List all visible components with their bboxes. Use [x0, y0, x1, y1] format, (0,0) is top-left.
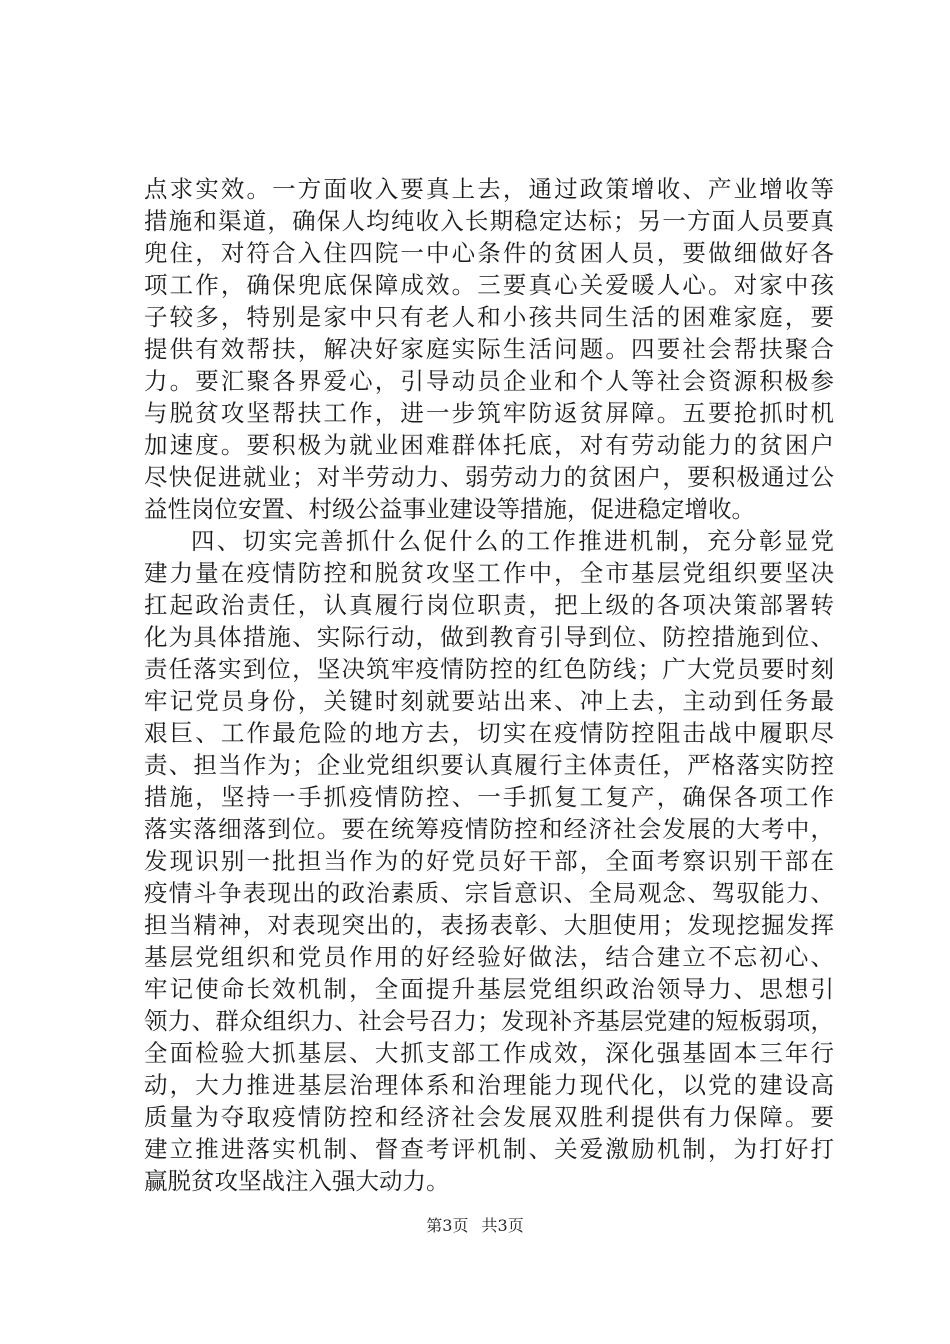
text-line: 牢记党员身份，关键时刻就要站出来、冲上去，主动到任务最	[144, 687, 834, 715]
text-line: 与脱贫攻坚帮扶工作，进一步筑牢防返贫屏障。五要抢抓时机	[144, 399, 834, 427]
text-line: 项工作，确保兜底保障成效。三要真心关爱暖人心。对家中孩	[144, 271, 834, 299]
text-line: 艰巨、工作最危险的地方去，切实在疫情防控阻击战中履职尽	[144, 719, 834, 747]
text-line: 建立推进落实机制、督查考评机制、关爱激励机制，为打好打	[144, 1135, 834, 1163]
text-line: 点求实效。一方面收入要真上去，通过政策增收、产业增收等	[144, 175, 834, 203]
text-line: 提供有效帮扶，解决好家庭实际生活问题。四要社会帮扶聚合	[144, 335, 834, 363]
paragraph	[144, 525, 834, 1197]
text-line: 子较多，特别是家中只有老人和小孩共同生活的困难家庭，要	[144, 303, 834, 331]
text-line: 尽快促进就业；对半劳动力、弱劳动力的贫困户，要积极通过公	[144, 463, 834, 491]
text-line: 担当精神，对表现突出的，表扬表彰、大胆使用；发现挖掘发挥	[144, 911, 834, 939]
text-line: 领力、群众组织力、社会号召力；发现补齐基层党建的短板弱项，	[144, 1007, 834, 1035]
text-line: 四、切实完善抓什么促什么的工作推进机制，充分彰显党	[191, 527, 834, 555]
text-line: 牢记使命长效机制，全面提升基层党组织政治领导力、思想引	[144, 975, 834, 1003]
text-line: 建力量在疫情防控和脱贫攻坚工作中，全市基层党组织要坚决	[144, 559, 834, 587]
text-line: 发现识别一批担当作为的好党员好干部，全面考察识别干部在	[144, 847, 834, 875]
text-line: 兜住，对符合入住四院一中心条件的贫困人员，要做细做好各	[144, 239, 834, 267]
text-line: 基层党组织和党员作用的好经验好做法，结合建立不忘初心、	[144, 943, 834, 971]
body-text	[144, 173, 834, 1197]
page-footer	[0, 1216, 950, 1236]
text-line: 措施和渠道，确保人均纯收入长期稳定达标；另一方面人员要真	[144, 207, 834, 235]
text-line: 扛起政治责任，认真履行岗位职责，把上级的各项决策部署转	[144, 591, 834, 619]
text-line: 全面检验大抓基层、大抓支部工作成效，深化强基固本三年行	[144, 1039, 834, 1067]
text-line: 责、担当作为；企业党组织要认真履行主体责任，严格落实防控	[144, 751, 834, 779]
text-line: 动，大力推进基层治理体系和治理能力现代化，以党的建设高	[144, 1071, 834, 1099]
text-line: 益性岗位安置、村级公益事业建设等措施，促进稳定增收。	[144, 495, 755, 523]
paragraph	[144, 173, 834, 525]
text-line: 加速度。要积极为就业困难群体托底，对有劳动能力的贫困户	[144, 431, 834, 459]
text-line: 化为具体措施、实际行动，做到教育引导到位、防控措施到位、	[144, 623, 834, 651]
text-line: 疫情斗争表现出的政治素质、宗旨意识、全局观念、驾驭能力、	[144, 879, 834, 907]
text-line: 责任落实到位，坚决筑牢疫情防控的红色防线；广大党员要时刻	[144, 655, 834, 683]
page-number: 第3页	[426, 1216, 469, 1235]
page-total: 共3页	[481, 1216, 524, 1235]
text-line: 质量为夺取疫情防控和经济社会发展双胜利提供有力保障。要	[144, 1103, 834, 1131]
text-line: 措施，坚持一手抓疫情防控、一手抓复工复产，确保各项工作	[144, 783, 834, 811]
text-line: 赢脱贫攻坚战注入强大动力。	[144, 1167, 450, 1195]
text-line: 落实落细落到位。要在统筹疫情防控和经济社会发展的大考中，	[144, 815, 834, 843]
text-line: 力。要汇聚各界爱心，引导动员企业和个人等社会资源积极参	[144, 367, 834, 395]
